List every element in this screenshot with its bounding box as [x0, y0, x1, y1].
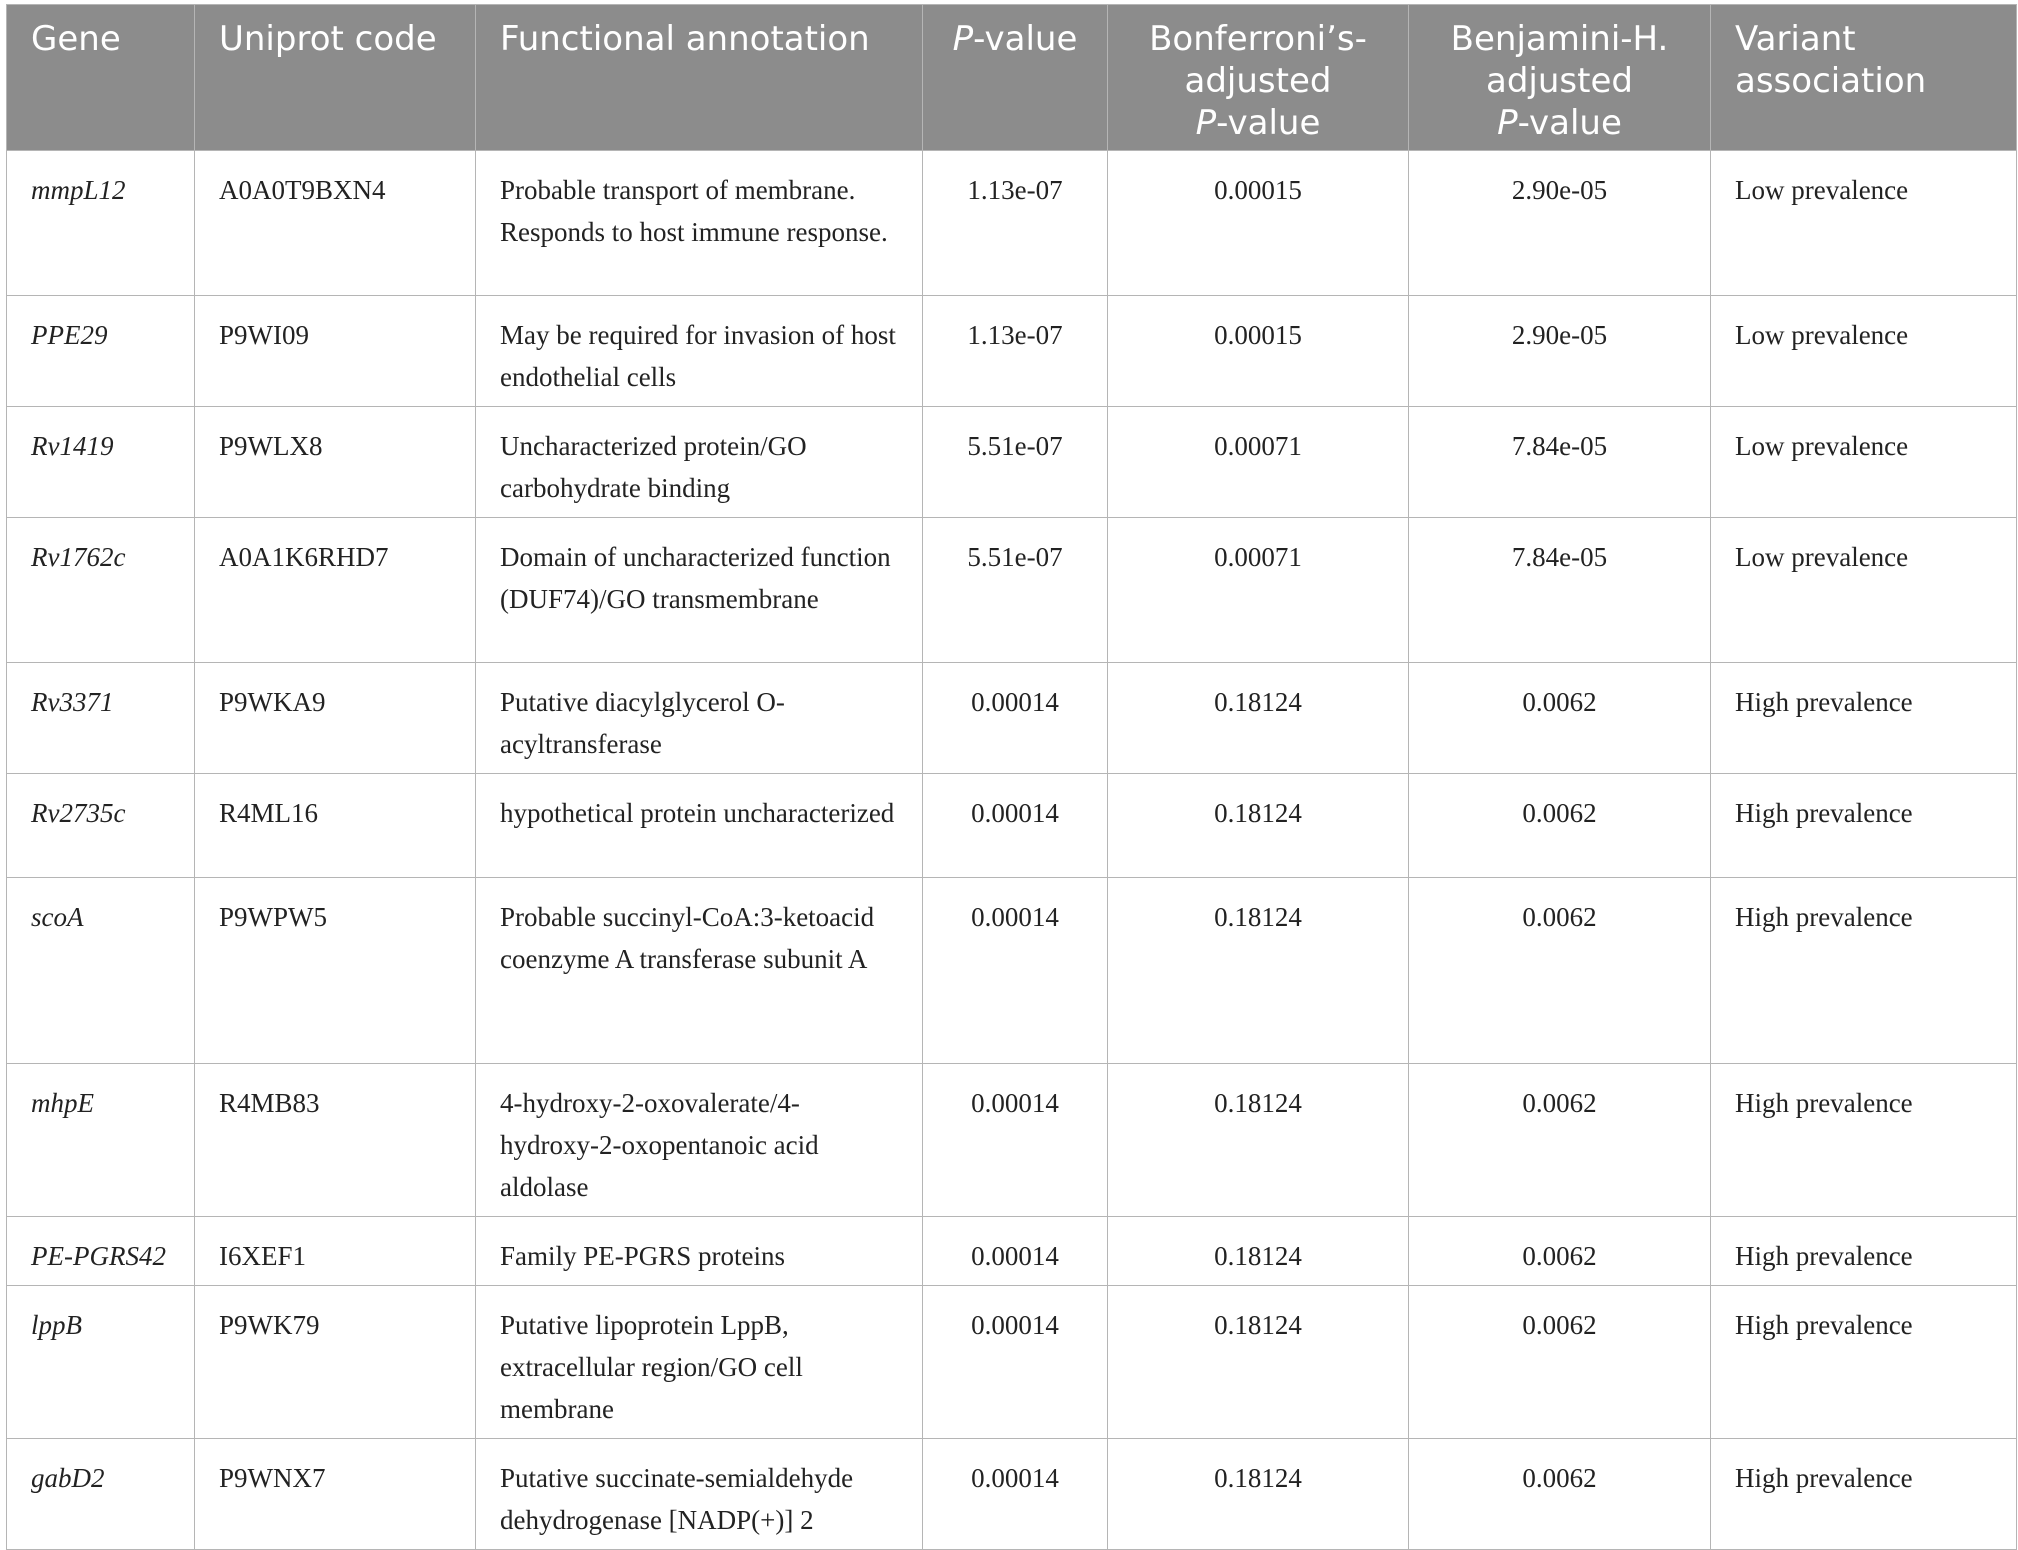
- cell-variant: Low prevalence: [1711, 151, 2017, 296]
- cell-uniprot: P9WLX8: [195, 407, 476, 518]
- cell-uniprot: P9WK79: [195, 1286, 476, 1439]
- table-row: [7, 518, 2017, 663]
- cell-bh: 0.0062: [1409, 1286, 1711, 1439]
- header-bh-p: P: [1497, 103, 1518, 143]
- cell-gene: Rv1419: [7, 407, 195, 518]
- table-row: [7, 663, 2017, 774]
- cell-bonferroni: 0.18124: [1108, 1064, 1409, 1217]
- cell-bonferroni: 0.00071: [1108, 407, 1409, 518]
- cell-bonferroni: 0.18124: [1108, 1217, 1409, 1286]
- cell-uniprot: R4MB83: [195, 1064, 476, 1217]
- cell-variant: High prevalence: [1711, 878, 2017, 1064]
- cell-pvalue: 0.00014: [923, 1064, 1108, 1217]
- header-bonferroni-line1: Bonferroni’s-: [1149, 19, 1367, 59]
- header-row: [7, 5, 2017, 151]
- cell-bh: 0.0062: [1409, 1439, 1711, 1550]
- cell-bonferroni: 0.00015: [1108, 296, 1409, 407]
- cell-pvalue: 1.13e-07: [923, 296, 1108, 407]
- cell-pvalue: 0.00014: [923, 878, 1108, 1064]
- table-row: [7, 1286, 2017, 1439]
- cell-bonferroni: 0.18124: [1108, 1439, 1409, 1550]
- cell-annotation: Uncharacterized protein/GO carbohydrate binding: [476, 407, 923, 518]
- cell-gene: Rv2735c: [7, 774, 195, 878]
- cell-gene: gabD2: [7, 1439, 195, 1550]
- cell-variant: High prevalence: [1711, 663, 2017, 774]
- cell-bh: 7.84e-05: [1409, 518, 1711, 663]
- cell-pvalue: 1.13e-07: [923, 151, 1108, 296]
- cell-bh: 2.90e-05: [1409, 296, 1711, 407]
- header-bh-line1: Benjamini-H.: [1450, 19, 1669, 59]
- cell-variant: High prevalence: [1711, 1439, 2017, 1550]
- cell-bh: 7.84e-05: [1409, 407, 1711, 518]
- cell-bonferroni: 0.18124: [1108, 1286, 1409, 1439]
- cell-bh: 0.0062: [1409, 663, 1711, 774]
- table-row: [7, 774, 2017, 878]
- results-table: [6, 4, 2017, 1550]
- header-annotation: Functional annotation: [476, 5, 923, 151]
- cell-pvalue: 5.51e-07: [923, 518, 1108, 663]
- header-bonferroni: [1108, 5, 1409, 151]
- cell-uniprot: A0A1K6RHD7: [195, 518, 476, 663]
- header-bh: [1409, 5, 1711, 151]
- header-bh-rest: -value: [1517, 103, 1622, 143]
- cell-bh: 0.0062: [1409, 878, 1711, 1064]
- cell-variant: High prevalence: [1711, 1064, 2017, 1217]
- header-pvalue-p: P: [952, 19, 974, 59]
- table-row: [7, 296, 2017, 407]
- cell-variant: High prevalence: [1711, 1217, 2017, 1286]
- cell-annotation: 4-hydroxy-2-oxovalerate/4-hydroxy-2-oxopentanoic acid aldolase: [476, 1064, 923, 1217]
- cell-pvalue: 0.00014: [923, 663, 1108, 774]
- header-variant: Variant association: [1711, 5, 2017, 151]
- cell-gene: Rv1762c: [7, 518, 195, 663]
- cell-annotation: Domain of uncharacterized function (DUF74)/GO transmembrane: [476, 518, 923, 663]
- cell-gene: PPE29: [7, 296, 195, 407]
- cell-uniprot: P9WNX7: [195, 1439, 476, 1550]
- table-row: [7, 1217, 2017, 1286]
- cell-variant: High prevalence: [1711, 774, 2017, 878]
- header-pvalue: [923, 5, 1108, 151]
- cell-pvalue: 0.00014: [923, 774, 1108, 878]
- cell-annotation: Putative succinate-semialdehyde dehydrogenase [NADP(+)] 2: [476, 1439, 923, 1550]
- header-uniprot: Uniprot code: [195, 5, 476, 151]
- cell-gene: mhpE: [7, 1064, 195, 1217]
- cell-gene: mmpL12: [7, 151, 195, 296]
- cell-gene: scoA: [7, 878, 195, 1064]
- cell-uniprot: P9WKA9: [195, 663, 476, 774]
- table-row: [7, 151, 2017, 296]
- cell-gene: Rv3371: [7, 663, 195, 774]
- header-bonferroni-line2: adjusted: [1184, 61, 1332, 101]
- cell-annotation: Family PE-PGRS proteins: [476, 1217, 923, 1286]
- cell-pvalue: 0.00014: [923, 1217, 1108, 1286]
- cell-bonferroni: 0.18124: [1108, 774, 1409, 878]
- cell-variant: Low prevalence: [1711, 518, 2017, 663]
- cell-bonferroni: 0.18124: [1108, 663, 1409, 774]
- header-bh-line2: adjusted: [1486, 61, 1633, 101]
- cell-bonferroni: 0.00015: [1108, 151, 1409, 296]
- cell-bh: 0.0062: [1409, 774, 1711, 878]
- cell-uniprot: R4ML16: [195, 774, 476, 878]
- table-row: [7, 1064, 2017, 1217]
- cell-uniprot: P9WPW5: [195, 878, 476, 1064]
- header-gene: Gene: [7, 5, 195, 151]
- cell-annotation: Putative diacylglycerol O-acyltransferase: [476, 663, 923, 774]
- cell-pvalue: 0.00014: [923, 1439, 1108, 1550]
- cell-bh: 2.90e-05: [1409, 151, 1711, 296]
- cell-uniprot: A0A0T9BXN4: [195, 151, 476, 296]
- table-row: [7, 1439, 2017, 1550]
- cell-bh: 0.0062: [1409, 1217, 1711, 1286]
- cell-pvalue: 0.00014: [923, 1286, 1108, 1439]
- cell-bonferroni: 0.00071: [1108, 518, 1409, 663]
- table-row: [7, 878, 2017, 1064]
- cell-pvalue: 5.51e-07: [923, 407, 1108, 518]
- cell-uniprot: P9WI09: [195, 296, 476, 407]
- table-row: [7, 407, 2017, 518]
- cell-annotation: Probable succinyl-CoA:3-ketoacid coenzyme A transferase subunit A: [476, 878, 923, 1064]
- cell-gene: lppB: [7, 1286, 195, 1439]
- cell-annotation: hypothetical protein uncharacterized: [476, 774, 923, 878]
- cell-bonferroni: 0.18124: [1108, 878, 1409, 1064]
- header-bonferroni-rest: -value: [1216, 103, 1321, 143]
- cell-gene: PE-PGRS42: [7, 1217, 195, 1286]
- cell-variant: Low prevalence: [1711, 296, 2017, 407]
- cell-annotation: Putative lipoprotein LppB, extracellular region/GO cell membrane: [476, 1286, 923, 1439]
- cell-annotation: May be required for invasion of host endothelial cells: [476, 296, 923, 407]
- cell-uniprot: I6XEF1: [195, 1217, 476, 1286]
- header-pvalue-rest: -value: [973, 19, 1078, 59]
- cell-annotation: Probable transport of membrane. Responds to host immune response.: [476, 151, 923, 296]
- header-bonferroni-p: P: [1195, 103, 1217, 143]
- cell-bh: 0.0062: [1409, 1064, 1711, 1217]
- cell-variant: Low prevalence: [1711, 407, 2017, 518]
- cell-variant: High prevalence: [1711, 1286, 2017, 1439]
